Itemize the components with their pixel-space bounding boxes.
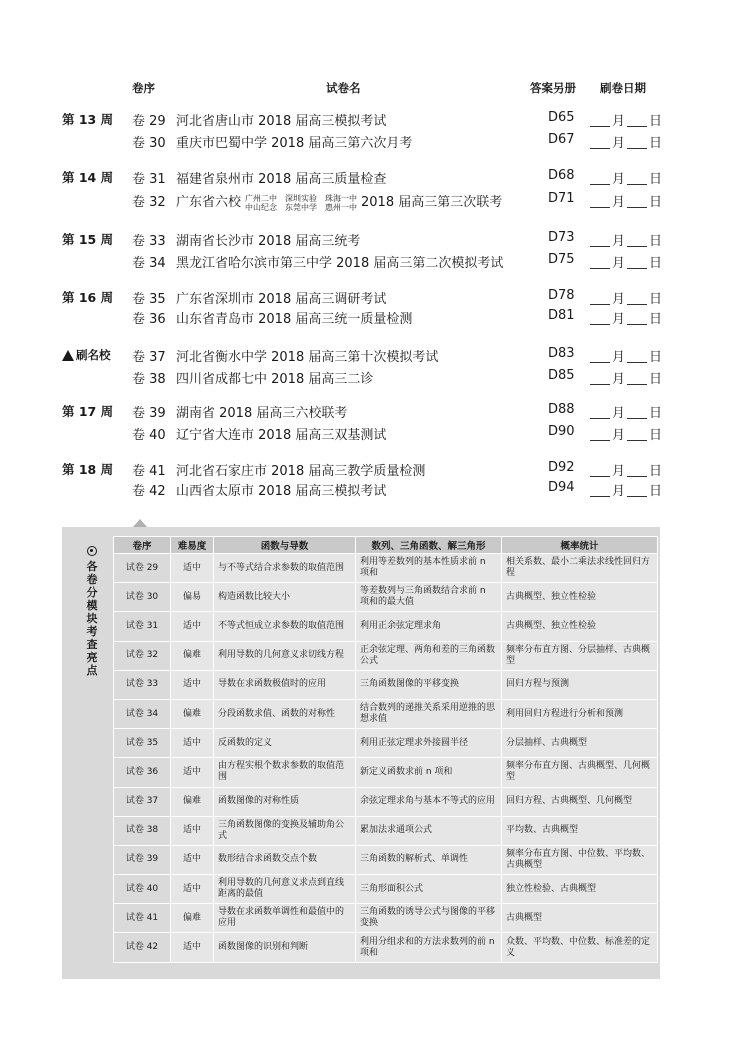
study-date	[590, 402, 664, 421]
volume-label: 卷 41	[132, 464, 166, 479]
day-blank	[627, 195, 647, 208]
day-unit: 日	[649, 372, 663, 387]
table-body	[114, 554, 658, 963]
highlight-cell: 结合数列的递推关系采用逆推的思想求值	[356, 699, 502, 728]
difficulty: 偏难	[171, 641, 214, 670]
highlight-cell: 与不等式结合求参数的取值范围	[214, 554, 356, 583]
study-date	[590, 288, 664, 307]
study-date	[590, 132, 664, 151]
day-unit: 日	[649, 172, 663, 187]
answer-page: D90	[548, 424, 575, 439]
highlight-cell: 频率分布直方图、中位数、平均数、古典概型	[502, 845, 658, 874]
panel-title-char: 亮	[86, 651, 98, 664]
volume-label: 卷 34	[132, 256, 166, 271]
answer-page: D71	[548, 191, 575, 206]
volume-label: 卷 37	[132, 350, 166, 365]
week-label: 第 13 周	[62, 112, 114, 127]
highlight-cell: 分段函数求值、函数的对称性	[214, 699, 356, 728]
difficulty: 偏难	[171, 787, 214, 816]
schedule-row	[0, 286, 750, 306]
highlight-cell: 利用正余弦定理求角	[356, 612, 502, 641]
study-date	[590, 424, 664, 443]
exam-name	[176, 191, 502, 212]
highlight-cell: 利用正弦定理求外接圆半径	[356, 729, 502, 758]
answer-page: D73	[548, 230, 575, 245]
month-unit: 月	[612, 484, 626, 499]
month-blank	[590, 172, 610, 185]
month-unit: 月	[612, 464, 626, 479]
month-blank	[590, 195, 610, 208]
exam-name: 广东省深圳市 2018 届高三调研考试	[176, 292, 387, 307]
day-blank	[627, 350, 647, 363]
schedule-row	[0, 306, 750, 326]
month-blank	[590, 484, 610, 497]
day-unit: 日	[649, 292, 663, 307]
volume-label: 卷 29	[132, 114, 166, 129]
highlight-cell: 函数图像的对称性质	[214, 787, 356, 816]
day-blank	[627, 372, 647, 385]
study-date	[590, 308, 664, 327]
answer-page: D83	[548, 346, 575, 361]
study-date	[590, 480, 664, 499]
day-blank	[627, 428, 647, 441]
highlight-cell: 平均数、古典概型	[502, 816, 658, 845]
month-blank	[590, 292, 610, 305]
volume-label: 卷 36	[132, 312, 166, 327]
table-row	[114, 845, 658, 874]
table-header-row	[114, 537, 658, 554]
schedule-row	[0, 458, 750, 478]
header-date: 刷卷日期	[600, 81, 646, 95]
schedule-row	[0, 400, 750, 420]
exam-name: 山东省青岛市 2018 届高三统一质量检测	[176, 312, 413, 327]
highlights-table	[113, 536, 658, 963]
paper-number: 试卷 32	[114, 641, 171, 670]
column-header: 函数与导数	[214, 537, 356, 554]
answer-page: D68	[548, 168, 575, 183]
highlight-cell: 众数、平均数、中位数、标准差的定义	[502, 933, 658, 962]
header-name: 试卷名	[326, 81, 361, 95]
table-row	[114, 583, 658, 612]
month-blank	[590, 428, 610, 441]
exam-name: 河北省唐山市 2018 届高三模拟考试	[176, 114, 387, 129]
study-date	[590, 168, 664, 187]
month-blank	[590, 136, 610, 149]
school-pair	[285, 194, 317, 212]
answer-page: D78	[548, 288, 575, 303]
study-date	[590, 110, 664, 129]
day-unit: 日	[649, 464, 663, 479]
highlight-cell: 独立性检验、古典概型	[502, 875, 658, 904]
day-blank	[627, 464, 647, 477]
highlight-cell: 余弦定理求角与基本不等式的应用	[356, 787, 502, 816]
school-name: 广州二中	[245, 193, 278, 203]
schedule-row	[0, 130, 750, 150]
schedule-row	[0, 189, 750, 212]
month-blank	[590, 312, 610, 325]
highlight-cell: 不等式恒成立求参数的取值范围	[214, 612, 356, 641]
difficulty: 适中	[171, 670, 214, 699]
panel-pointer	[133, 519, 147, 527]
week-label: 第 16 周	[62, 290, 114, 305]
difficulty: 适中	[171, 729, 214, 758]
day-unit: 日	[649, 234, 663, 249]
day-blank	[627, 136, 647, 149]
panel-title-char: 卷	[86, 573, 98, 586]
school-name: 惠州一中	[325, 202, 358, 212]
paper-number: 试卷 29	[114, 554, 171, 583]
day-blank	[627, 312, 647, 325]
schedule-row	[0, 344, 750, 364]
school-name: 中山纪念	[245, 202, 278, 212]
schedule-row	[0, 478, 750, 498]
month-unit: 月	[612, 428, 626, 443]
volume-label: 卷 31	[132, 172, 166, 187]
school-name: 东莞中学	[285, 202, 318, 212]
day-blank	[627, 484, 647, 497]
month-unit: 月	[612, 350, 626, 365]
highlight-cell: 导数在求函数极值时的应用	[214, 670, 356, 699]
schedule-row	[0, 228, 750, 248]
month-unit: 月	[612, 195, 626, 210]
paper-number: 试卷 41	[114, 904, 171, 933]
paper-number: 试卷 34	[114, 699, 171, 728]
answer-page: D88	[548, 402, 575, 417]
day-unit: 日	[649, 350, 663, 365]
highlight-cell: 数形结合求函数交点个数	[214, 845, 356, 874]
table-row	[114, 758, 658, 787]
volume-label: 卷 35	[132, 292, 166, 307]
table-row	[114, 904, 658, 933]
difficulty: 适中	[171, 816, 214, 845]
month-unit: 月	[612, 312, 626, 327]
month-blank	[590, 464, 610, 477]
table-row	[114, 612, 658, 641]
schedule-row	[0, 108, 750, 128]
highlight-cell: 新定义函数求前 n 项和	[356, 758, 502, 787]
highlight-cell: 利用导数的几何意义求切线方程	[214, 641, 356, 670]
school-name: 珠海一中	[325, 193, 358, 203]
column-header: 数列、三角函数、解三角形	[356, 537, 502, 554]
column-header: 概率统计	[502, 537, 658, 554]
highlight-cell: 三角函数的诱导公式与图像的平移变换	[356, 904, 502, 933]
highlight-cell: 反函数的定义	[214, 729, 356, 758]
month-blank	[590, 234, 610, 247]
highlight-cell: 构造函数比较大小	[214, 583, 356, 612]
header-vol: 卷序	[132, 81, 155, 95]
highlight-cell: 回归方程与预测	[502, 670, 658, 699]
highlight-cell: 三角函数图像的平移变换	[356, 670, 502, 699]
highlight-cell: 回归方程、古典概型、几何概型	[502, 787, 658, 816]
month-blank	[590, 256, 610, 269]
highlight-cell: 频率分布直方图、古典概型、几何概型	[502, 758, 658, 787]
volume-label: 卷 30	[132, 136, 166, 151]
answer-page: D94	[548, 480, 575, 495]
study-date	[590, 460, 664, 479]
month-unit: 月	[612, 372, 626, 387]
study-date	[590, 191, 664, 210]
month-unit: 月	[612, 292, 626, 307]
highlight-cell: 古典概型、独立性检验	[502, 583, 658, 612]
panel-title	[84, 546, 100, 677]
month-blank	[590, 114, 610, 127]
highlight-cell: 正余弦定理、两角和差的三角函数公式	[356, 641, 502, 670]
month-unit: 月	[612, 406, 626, 421]
panel-title-text	[84, 560, 100, 677]
paper-number: 试卷 38	[114, 816, 171, 845]
month-blank	[590, 406, 610, 419]
header-answer: 答案另册	[530, 81, 576, 95]
month-blank	[590, 372, 610, 385]
highlight-cell: 等差数列与三角函数结合求前 n 项和的最大值	[356, 583, 502, 612]
target-icon	[87, 546, 97, 556]
week-label: 第 17 周	[62, 404, 114, 419]
difficulty: 适中	[171, 554, 214, 583]
volume-label: 卷 33	[132, 234, 166, 249]
table-row	[114, 816, 658, 845]
highlight-cell: 三角函数图像的变换及辅助角公式	[214, 816, 356, 845]
schedule-row	[0, 166, 750, 186]
school-pair	[325, 194, 357, 212]
exam-name: 四川省成都七中 2018 届高三二诊	[176, 372, 374, 387]
study-date	[590, 230, 664, 249]
week-label: 第 18 周	[62, 462, 114, 477]
table-row	[114, 875, 658, 904]
exam-name: 湖南省长沙市 2018 届高三统考	[176, 234, 361, 249]
exam-name: 山西省太原市 2018 届高三模拟考试	[176, 484, 387, 499]
difficulty: 偏难	[171, 904, 214, 933]
highlight-cell: 三角形面积公式	[356, 875, 502, 904]
volume-label: 卷 38	[132, 372, 166, 387]
panel-title-char: 块	[86, 612, 98, 625]
day-unit: 日	[649, 428, 663, 443]
difficulty: 适中	[171, 933, 214, 962]
famous-school-mark	[62, 347, 111, 363]
column-header: 卷序	[114, 537, 171, 554]
highlight-cell: 利用回归方程进行分析和预测	[502, 699, 658, 728]
panel-title-char: 模	[86, 599, 98, 612]
paper-number: 试卷 35	[114, 729, 171, 758]
exam-name-suffix: 2018 届高三第三次联考	[361, 195, 503, 210]
highlight-cell: 古典概型	[502, 904, 658, 933]
day-blank	[627, 406, 647, 419]
volume-label: 卷 42	[132, 484, 166, 499]
panel-title-char: 查	[86, 638, 98, 651]
day-unit: 日	[649, 114, 663, 129]
exam-name: 黑龙江省哈尔滨市第三中学 2018 届高三第二次模拟考试	[176, 256, 504, 271]
paper-number: 试卷 36	[114, 758, 171, 787]
column-header: 难易度	[171, 537, 214, 554]
exam-name: 河北省衡水中学 2018 届高三第十次模拟考试	[176, 350, 439, 365]
table-row	[114, 699, 658, 728]
study-date	[590, 368, 664, 387]
highlight-cell: 古典概型、独立性检验	[502, 612, 658, 641]
highlight-cell: 利用分组求和的方法求数列的前 n 项和	[356, 933, 502, 962]
school-pair	[245, 194, 277, 212]
day-unit: 日	[649, 484, 663, 499]
paper-number: 试卷 31	[114, 612, 171, 641]
study-date	[590, 346, 664, 365]
schedule-row	[0, 250, 750, 270]
highlight-cell: 导数在求函数单调性和最值中的应用	[214, 904, 356, 933]
answer-page: D85	[548, 368, 575, 383]
difficulty: 适中	[171, 612, 214, 641]
highlight-cell: 由方程实根个数求参数的取值范围	[214, 758, 356, 787]
answer-page: D81	[548, 308, 575, 323]
difficulty: 偏难	[171, 699, 214, 728]
exam-name: 辽宁省大连市 2018 届高三双基测试	[176, 428, 387, 443]
volume-label: 卷 39	[132, 406, 166, 421]
exam-name: 河北省石家庄市 2018 届高三教学质量检测	[176, 464, 426, 479]
difficulty: 适中	[171, 758, 214, 787]
difficulty: 偏易	[171, 583, 214, 612]
highlight-cell: 利用等差数列的基本性质求前 n 项和	[356, 554, 502, 583]
volume-label: 卷 40	[132, 428, 166, 443]
month-unit: 月	[612, 256, 626, 271]
highlight-cell: 累加法求通项公式	[356, 816, 502, 845]
panel-title-char: 各	[86, 560, 98, 573]
month-unit: 月	[612, 234, 626, 249]
day-unit: 日	[649, 195, 663, 210]
answer-page: D67	[548, 132, 575, 147]
highlight-cell: 函数图像的识别和判断	[214, 933, 356, 962]
schedule-row	[0, 422, 750, 442]
day-unit: 日	[649, 406, 663, 421]
highlight-cell: 相关系数、最小二乘法求线性回归方程	[502, 554, 658, 583]
paper-number: 试卷 39	[114, 845, 171, 874]
famous-school-label: 刷名校	[76, 348, 111, 362]
paper-number: 试卷 40	[114, 875, 171, 904]
table-row	[114, 554, 658, 583]
schedule-row	[0, 366, 750, 386]
day-blank	[627, 114, 647, 127]
month-unit: 月	[612, 136, 626, 151]
month-unit: 月	[612, 172, 626, 187]
paper-number: 试卷 37	[114, 787, 171, 816]
day-blank	[627, 292, 647, 305]
week-label: 第 14 周	[62, 170, 114, 185]
paper-number: 试卷 42	[114, 933, 171, 962]
paper-number: 试卷 33	[114, 670, 171, 699]
answer-page: D65	[548, 110, 575, 125]
answer-page: D75	[548, 252, 575, 267]
difficulty: 适中	[171, 875, 214, 904]
exam-name: 福建省泉州市 2018 届高三质量检查	[176, 172, 387, 187]
table-row	[114, 729, 658, 758]
exam-name-prefix: 广东省六校	[176, 195, 242, 210]
exam-name: 湖南省 2018 届高三六校联考	[176, 406, 348, 421]
paper-number: 试卷 30	[114, 583, 171, 612]
school-name: 深圳实验	[285, 193, 318, 203]
table-row	[114, 787, 658, 816]
day-blank	[627, 234, 647, 247]
table-row	[114, 933, 658, 962]
day-blank	[627, 256, 647, 269]
panel-title-char: 点	[86, 664, 98, 677]
table-row	[114, 670, 658, 699]
day-blank	[627, 172, 647, 185]
table-row	[114, 641, 658, 670]
day-unit: 日	[649, 312, 663, 327]
day-unit: 日	[649, 136, 663, 151]
month-blank	[590, 350, 610, 363]
volume-label: 卷 32	[132, 195, 166, 210]
panel-title-char: 分	[86, 586, 98, 599]
study-date	[590, 252, 664, 271]
highlight-cell: 三角函数的解析式、单调性	[356, 845, 502, 874]
highlight-cell: 分层抽样、古典概型	[502, 729, 658, 758]
exam-name: 重庆市巴蜀中学 2018 届高三第六次月考	[176, 136, 413, 151]
panel-title-char: 考	[86, 625, 98, 638]
triangle-logo-icon	[62, 350, 74, 361]
answer-page: D92	[548, 460, 575, 475]
week-label: 第 15 周	[62, 232, 114, 247]
highlight-cell: 频率分布直方图、分层抽样、古典概型	[502, 641, 658, 670]
month-unit: 月	[612, 114, 626, 129]
highlight-cell: 利用导数的几何意义求点到直线距离的最值	[214, 875, 356, 904]
difficulty: 适中	[171, 845, 214, 874]
day-unit: 日	[649, 256, 663, 271]
